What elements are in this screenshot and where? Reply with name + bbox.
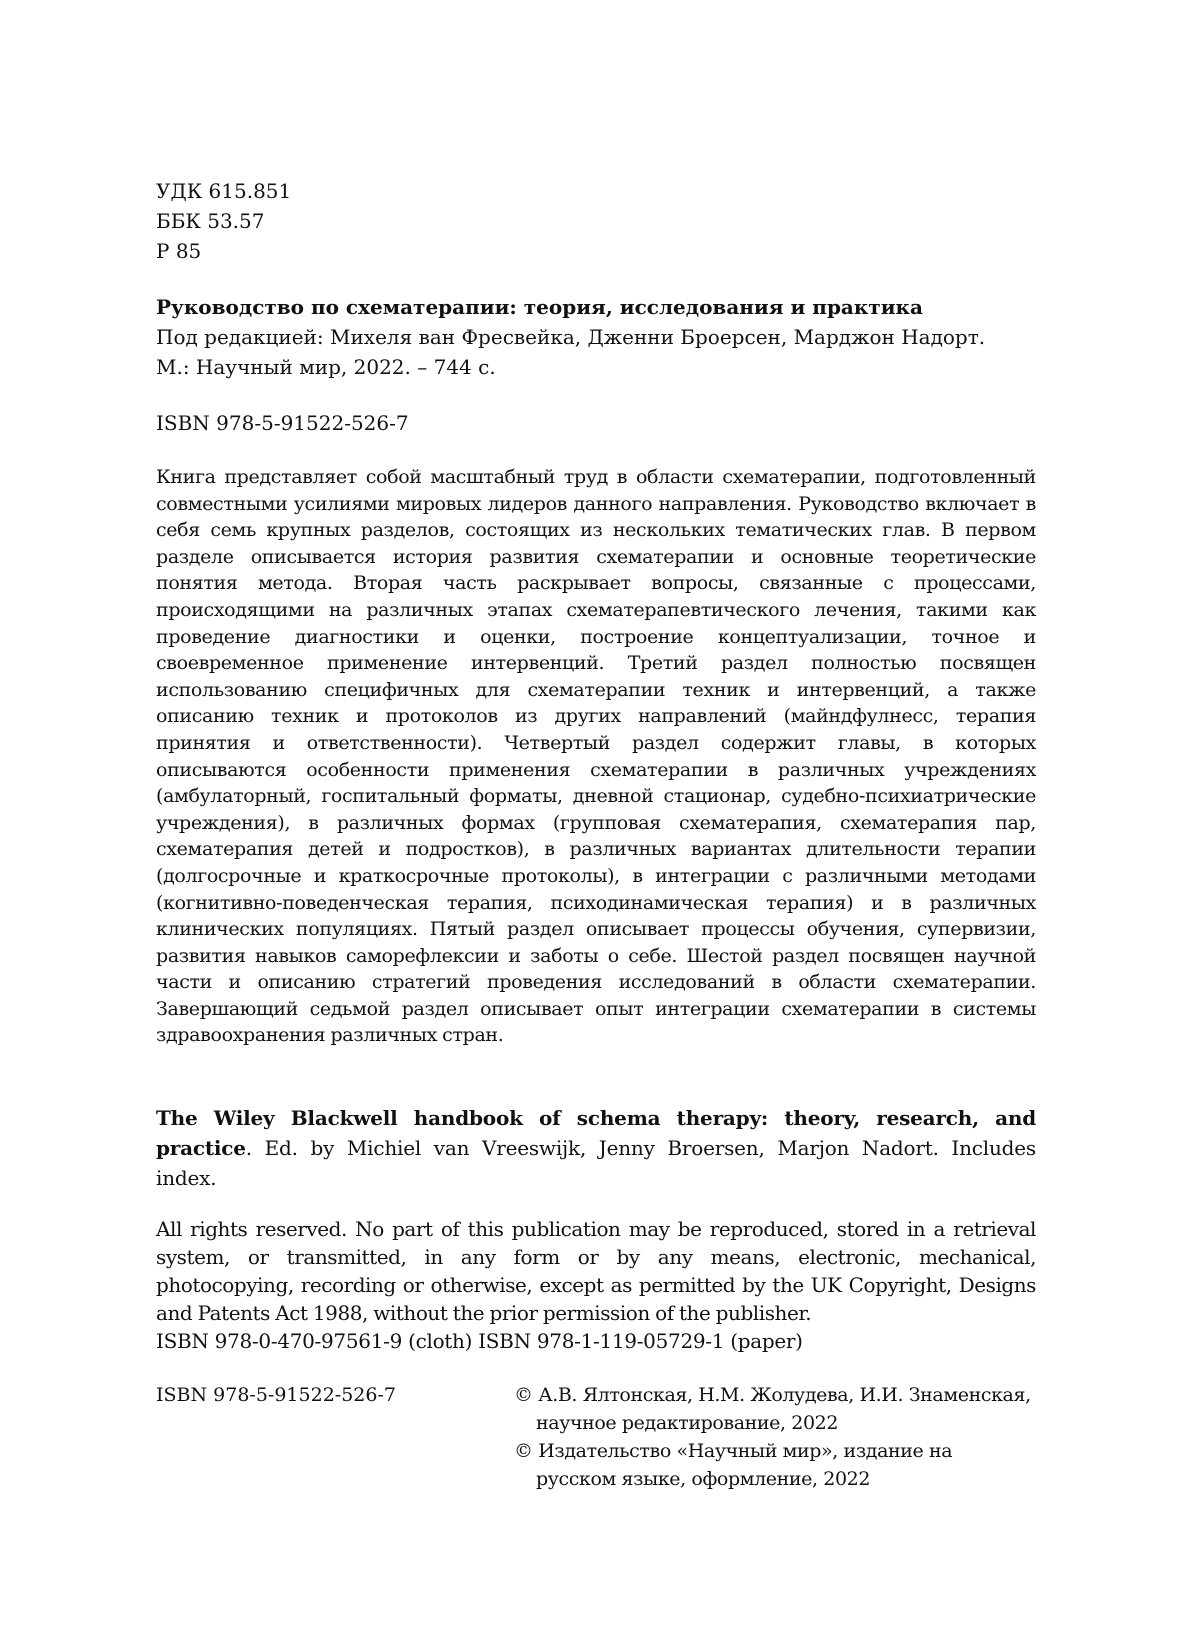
copyright-footer: [156, 1381, 1036, 1493]
bbk-code: ББК 53.57: [156, 209, 265, 233]
book-imprint: М.: Научный мир, 2022. – 744 с.: [156, 355, 496, 379]
imprint-page: [156, 176, 1036, 1493]
udk-code: УДК 615.851: [156, 179, 292, 203]
original-edition-details: . Ed. by Michiel van Vreeswijk, Jenny Broersen, Marjon Nadort. Includes index.: [156, 1136, 1036, 1191]
annotation-paragraph: Книга представляет собой масштабный труд в области схематерапии, подготовленный совместными усилиями мировых лидеров данного направления. Руководство включает в себя семь крупных разделов, состоящих из нескольких тематических глав. В первом разделе описывается история развития схематерапии и основные теоретические понятия метода. Вторая часть раскрывает вопросы, связанные с процессами, происходящими на различных этапах схематерапевтического лечения, такими как проведение диагностики и оценки, построение концептуализации, точное и своевременное применение интервенций. Третий раздел полностью посвящен использованию специфичных для схематерапии техник и интервенций, а также описанию техник и протоколов из других направлений (майндфулнесс, терапия принятия и ответственности). Четвертый раздел содержит главы, в которых описываются особенности применения схематерапии в различных учреждениях (амбулаторный, госпитальный форматы, дневной стационар, судебно-психиатрические учреждения), в различных формах (групповая схематерапия, схематерапия пар, схематерапия детей и подростков), в различных вариантах длительности терапии (долгосрочные и краткосрочные протоколы), в интеграции с различными методами (когнитивно-поведенческая терапия, психодинамическая терапия) и в различных клинических популяциях. Пятый раздел описывает процессы обучения, супервизии, развития навыков саморефлексии и заботы о себе. Шестой раздел посвящен научной части и описанию стратегий проведения исследований в области схематерапии. Завершающий седьмой раздел описывает опыт интеграции схематерапии в системы здравоохранения различных стран.: [156, 466, 1036, 1047]
footer-isbn: ISBN 978-5-91522-526-7: [156, 1384, 396, 1407]
copyright-translation: © А.В. Ялтонская, Н.М. Жолудева, И.И. Знаменская, научное редактирование, 2022: [514, 1384, 1031, 1435]
original-edition-title: [156, 1103, 1036, 1193]
author-mark: Р 85: [156, 239, 202, 263]
copyright-publisher: © Издательство «Научный мир», издание на русском языке, оформление, 2022: [514, 1440, 953, 1491]
book-editors: Под редакцией: Михеля ван Фресвейка, Дженни Броерсен, Марджон Надорт.: [156, 325, 986, 349]
book-title: Руководство по схематерапии: теория, исследования и практика: [156, 295, 923, 319]
rights-statement: All rights reserved. No part of this publication may be reproduced, stored in a retrieval system, or transmitted, in any form or by any means, electronic, mechanical, photocopying, recording or otherwise, except as permitted by the UK Copyright, Designs and Patents Act 1988, without the prior permission of the publisher.: [156, 1217, 1036, 1326]
isbn-russian: ISBN 978-5-91522-526-7: [156, 411, 409, 435]
isbn-original: ISBN 978-0-470-97561-9 (cloth) ISBN 978-1-119-05729-1 (paper): [156, 1329, 803, 1354]
original-title-bold: The Wiley Blackwell handbook of schema therapy: theory, research, and practice: [156, 1106, 1036, 1161]
copyright-list: [514, 1381, 1036, 1493]
classification-block: [156, 176, 1036, 266]
